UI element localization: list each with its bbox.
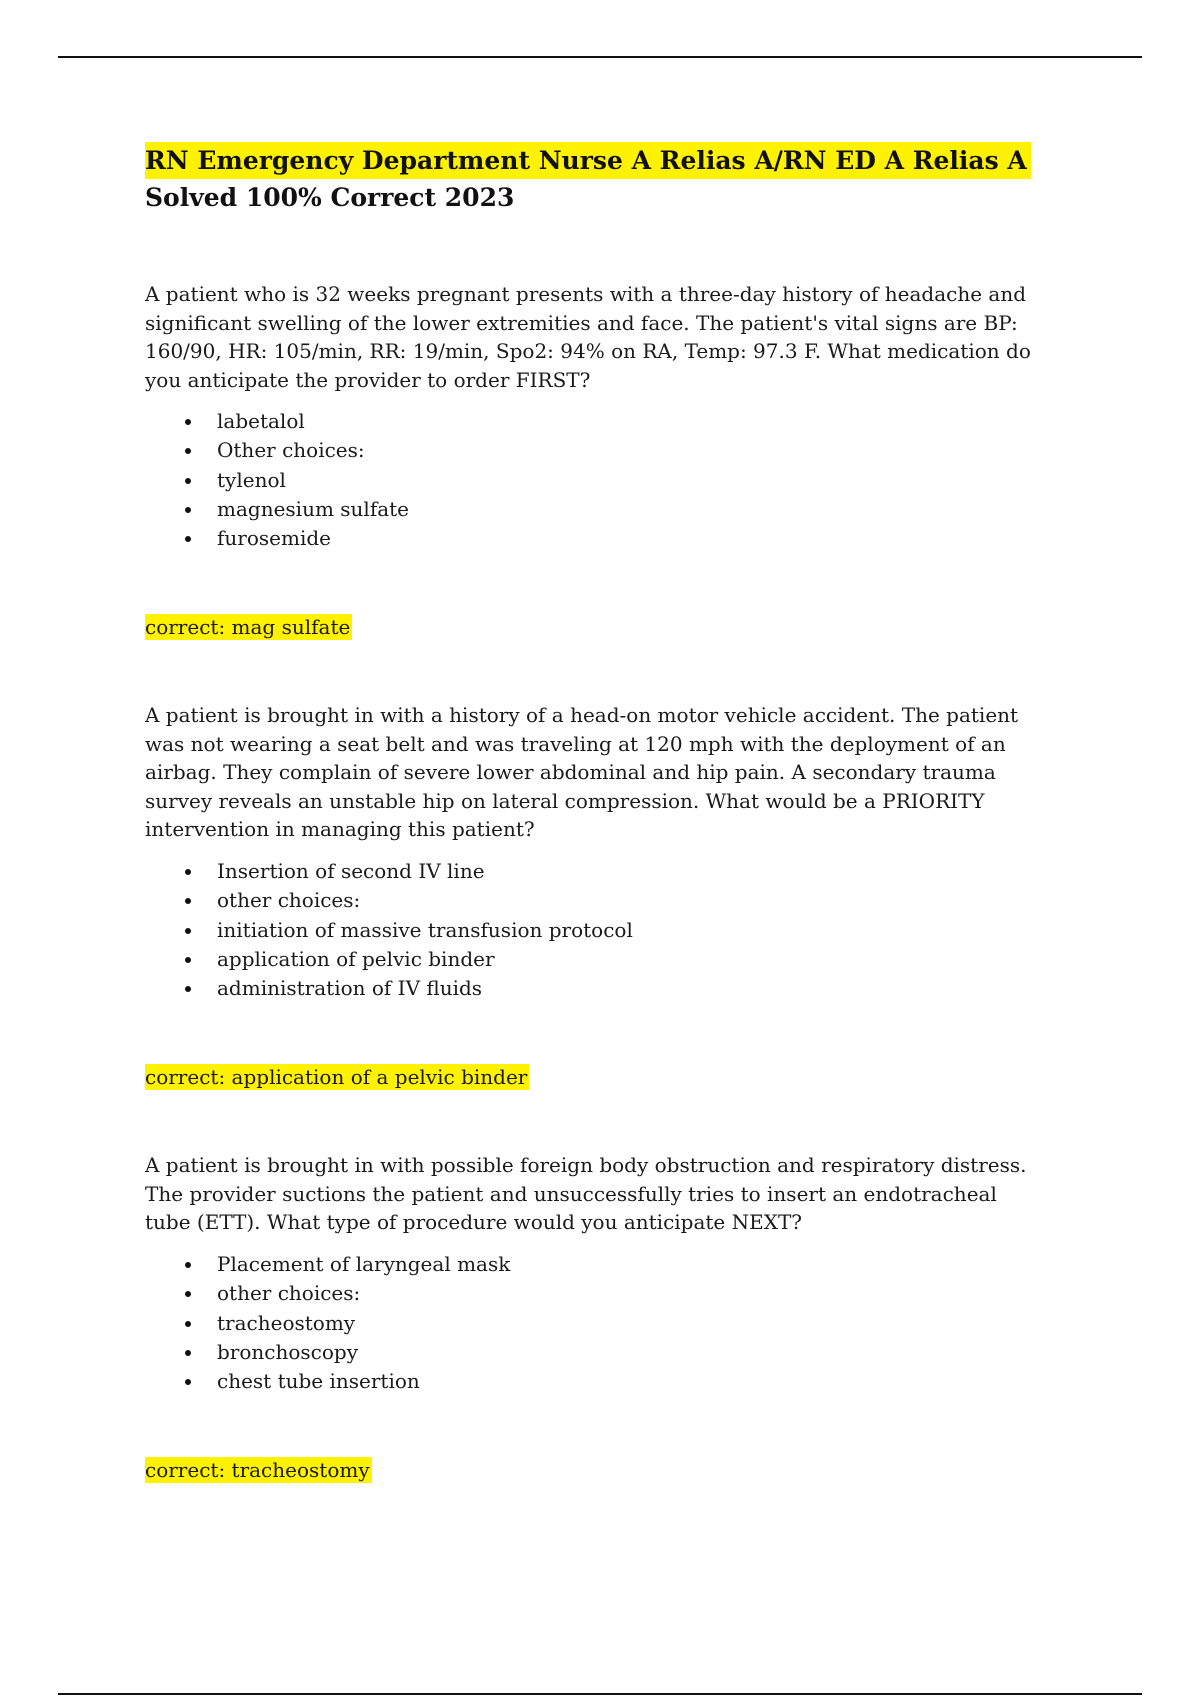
correct-answer-text: correct: tracheostomy [145,1458,370,1483]
question-block-2 [145,701,1045,1092]
option-item: application of pelvic binder [145,945,1045,974]
header-rule [58,56,1142,58]
option-item: other choices: [145,1279,1045,1308]
option-item: tylenol [145,466,1045,495]
footer-rule [58,1693,1142,1695]
option-item: chest tube insertion [145,1367,1045,1396]
correct-answer [145,613,1045,642]
option-item: magnesium sulfate [145,495,1045,524]
option-item: tracheostomy [145,1309,1045,1338]
correct-answer [145,1456,1045,1485]
option-item: furosemide [145,524,1045,553]
title-line-1: RN Emergency Department Nurse A Relias A/RN ED A Relias A [145,142,1031,179]
option-item: labetalol [145,407,1045,436]
option-item: bronchoscopy [145,1338,1045,1367]
option-item: Placement of laryngeal mask [145,1250,1045,1279]
correct-answer-text: correct: mag sulfate [145,615,351,640]
title-line-2: Solved 100% Correct 2023 [145,183,515,212]
option-item: initiation of massive transfusion protocol [145,916,1045,945]
question-block-3 [145,1151,1045,1485]
option-list [145,857,1045,1003]
question-text: A patient who is 32 weeks pregnant presents with a three-day history of headache and significant swelling of the lower extremities and face. The patient's vital signs are BP: 160/90, HR: 105/min, RR: 19/min, Spo2: 94% on RA, Temp: 97.3 F. What medication do you anticipate the provider to order FIRST? [145,282,1031,392]
correct-answer-text: correct: application of a pelvic binder [145,1065,528,1090]
option-item: Insertion of second IV line [145,857,1045,886]
option-item: other choices: [145,886,1045,915]
correct-answer [145,1063,1045,1092]
option-item: administration of IV fluids [145,974,1045,1003]
option-item: Other choices: [145,436,1045,465]
question-block-1 [145,280,1045,642]
document-title [145,142,1045,216]
option-list [145,1250,1045,1396]
question-text: A patient is brought in with a history of a head-on motor vehicle accident. The patient was not wearing a seat belt and was traveling at 120 mph with the deployment of an airbag. They complain of severe lower abdominal and hip pain. A secondary trauma survey reveals an unstable hip on lateral compression. What would be a PRIORITY intervention in managing this patient? [145,703,1019,842]
document-body [145,142,1045,1485]
option-list [145,407,1045,553]
question-text: A patient is brought in with possible foreign body obstruction and respiratory distress. The provider suctions the patient and unsuccessfully tries to insert an endotracheal tube (ETT). What type of procedure would you anticipate NEXT? [145,1153,1027,1235]
